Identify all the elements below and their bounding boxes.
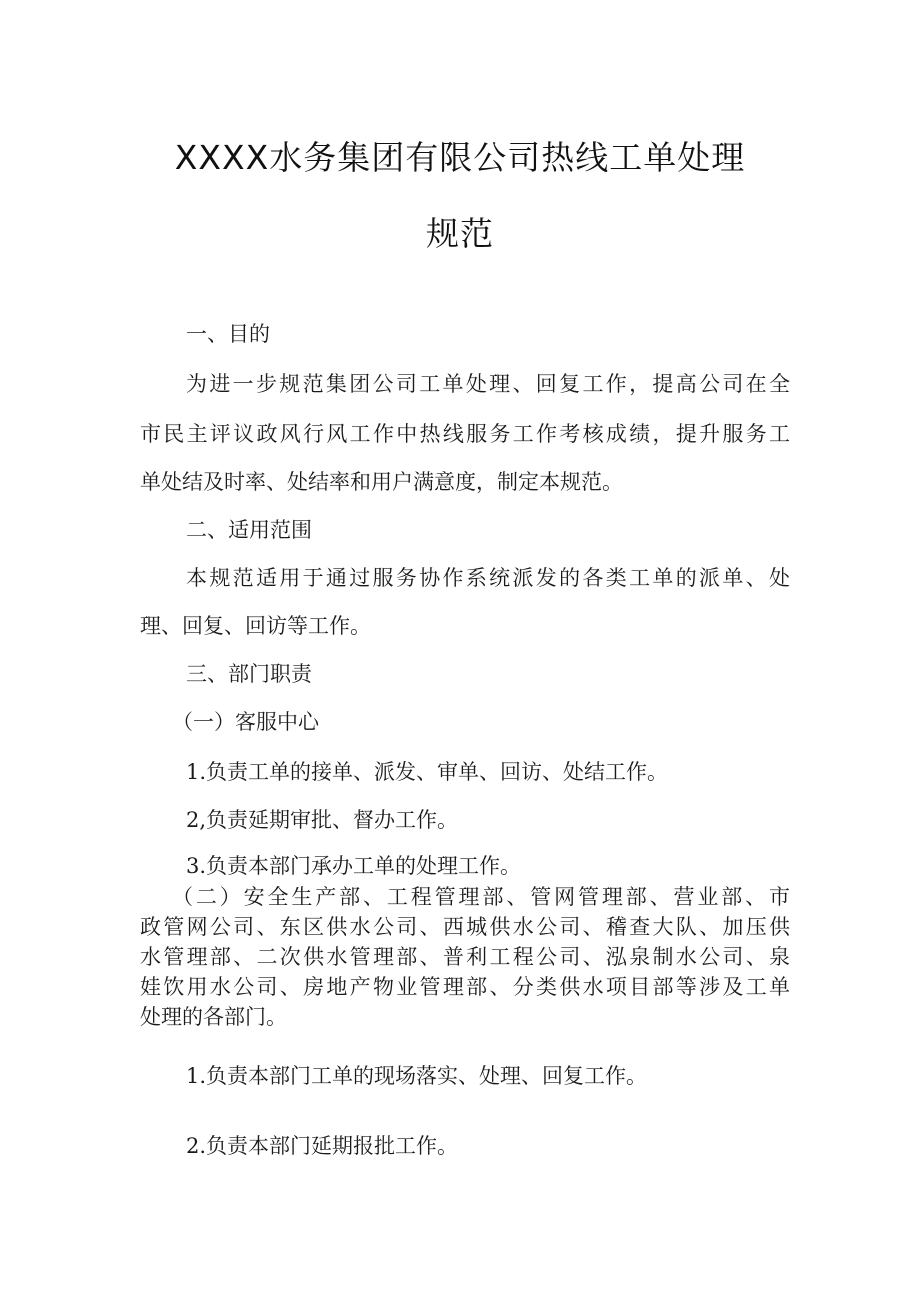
departments-line-1: （二）安全生产部、工程管理部、管网管理部、营业部、市 <box>172 885 790 909</box>
departments-line-5: 处理的各部门。 <box>140 1005 287 1029</box>
customer-service-item-3: 3.负责本部门承办工单的处理工作。 <box>186 854 522 878</box>
departments-line-4: 娃饮用水公司、房地产物业管理部、分类供水项目部等涉及工单 <box>140 975 790 999</box>
purpose-line-3: 单处结及时率、处结率和用户满意度，制定本规范。 <box>140 470 623 494</box>
departments-item-1: 1.负责本部门工单的现场落实、处理、回复工作。 <box>186 1064 648 1088</box>
departments-line-2: 政管网公司、东区供水公司、西城供水公司、稽查大队、加压供 <box>140 915 790 939</box>
section-heading-scope: 二、适用范围 <box>186 518 312 542</box>
subsection-heading-customer-service: （一）客服中心 <box>172 710 319 734</box>
section-heading-purpose: 一、目的 <box>186 322 270 346</box>
section-heading-duties: 三、部门职责 <box>186 662 312 686</box>
customer-service-item-2: 2,负责延期审批、督办工作。 <box>186 808 459 832</box>
scope-line-1: 本规范适用于通过服务协作系统派发的各类工单的派单、处 <box>186 566 790 590</box>
document-title-line-1: XXXX水务集团有限公司热线工单处理 <box>174 138 746 177</box>
customer-service-item-1: 1.负责工单的接单、派发、审单、回访、处结工作。 <box>186 760 669 784</box>
document-title-line-2: 规范 <box>426 214 494 253</box>
purpose-line-2: 市民主评议政风行风工作中热线服务工作考核成绩，提升服务工 <box>140 422 790 446</box>
departments-item-2: 2.负责本部门延期报批工作。 <box>186 1134 459 1158</box>
purpose-line-1: 为进一步规范集团公司工单处理、回复工作，提高公司在全 <box>186 372 790 396</box>
scope-line-2: 理、回复、回访等工作。 <box>140 614 371 638</box>
departments-line-3: 水管理部、二次供水管理部、普利工程公司、泓泉制水公司、泉 <box>140 945 790 969</box>
